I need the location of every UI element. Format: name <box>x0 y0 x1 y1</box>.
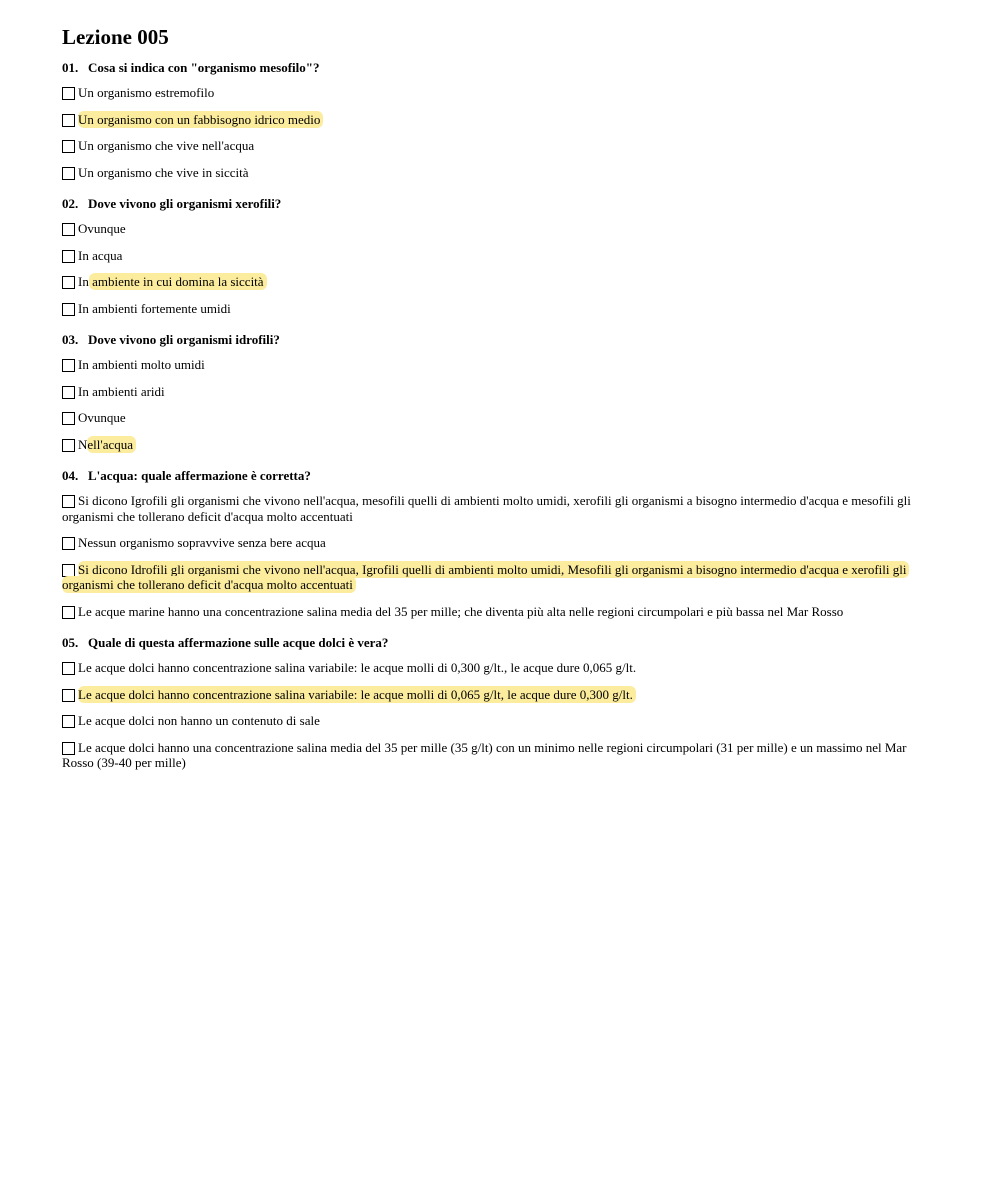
question-number: 04. <box>62 468 79 483</box>
answer-text: Ovunque <box>78 410 126 425</box>
answer-text: In ambienti fortemente umidi <box>78 300 231 316</box>
question-text: L'acqua: quale affermazione è corretta? <box>88 468 311 483</box>
answer-text-highlighted: ell'acqua <box>87 436 136 453</box>
answer-text: Le acque dolci non hanno un contenuto di sale <box>78 713 320 728</box>
answer-option <box>62 138 934 154</box>
answer-text: Le acque marine hanno una concentrazione salina media del 35 per mille; che diventa più alta nelle regioni circumpolari e più bassa nel Mar Rosso <box>78 603 844 619</box>
answer-text-prefix: N <box>78 436 88 452</box>
question-heading <box>62 195 934 212</box>
answer-option <box>62 713 934 729</box>
answer-option <box>62 410 934 426</box>
answer-option <box>62 535 934 551</box>
answer-checkbox[interactable] <box>62 303 75 316</box>
answer-checkbox[interactable] <box>62 537 75 550</box>
answer-text: Le acque dolci hanno una concentrazione salina media del 35 per mille (35 g/lt) con un minimo nelle regioni circumpolari (31 per mille) e un massimo nel Mar Rosso (39-40 per mille) <box>62 739 907 770</box>
answer-option <box>62 493 934 524</box>
answer-option <box>62 384 934 400</box>
answer-checkbox[interactable] <box>62 606 75 619</box>
answer-text: Si dicono Igrofili gli organismi che vivono nell'acqua, mesofili quelli di ambienti molto umidi, xerofili gli organismi a bisogno intermedio d'acqua e mesofili gli organismi che tollerano deficit d'acqua molto accentuati <box>62 493 911 524</box>
answer-option <box>62 687 934 703</box>
answer-text: Un organismo che vive in siccità <box>78 164 249 180</box>
question-3 <box>62 331 934 452</box>
answer-text-highlighted: ambiente in cui domina la siccità <box>89 273 267 290</box>
answer-option <box>62 562 934 593</box>
answer-text: Le acque dolci hanno concentrazione salina variabile: le acque molli di 0,300 g/lt., le acque dure 0,065 g/lt. <box>78 660 637 675</box>
question-heading <box>62 59 934 76</box>
question-number: 01. <box>62 60 79 75</box>
answer-checkbox[interactable] <box>62 564 75 577</box>
answer-checkbox[interactable] <box>62 87 75 100</box>
answer-text: Ovunque <box>78 221 126 236</box>
answer-checkbox[interactable] <box>62 386 75 399</box>
answer-text: In ambienti molto umidi <box>78 357 205 372</box>
answer-text: In acqua <box>78 247 123 263</box>
quiz-page <box>62 24 934 782</box>
question-5 <box>62 634 934 771</box>
answer-text: Nessun organismo sopravvive senza bere acqua <box>78 535 326 550</box>
answer-checkbox[interactable] <box>62 359 75 372</box>
question-number: 02. <box>62 196 79 211</box>
answer-checkbox[interactable] <box>62 223 75 236</box>
answer-checkbox[interactable] <box>62 715 75 728</box>
answer-text-highlighted: Le acque dolci hanno concentrazione salina variabile: le acque molli di 0,065 g/lt, le acque dure 0,300 g/lt. <box>78 686 636 703</box>
question-4 <box>62 467 934 619</box>
lesson-title: Lezione 005 <box>62 25 169 49</box>
answer-checkbox[interactable] <box>62 689 75 702</box>
question-1 <box>62 59 934 180</box>
answer-option <box>62 274 934 290</box>
answer-option <box>62 248 934 264</box>
answer-text-highlighted: Si dicono Idrofili gli organismi che vivono nell'acqua, Igrofili quelli di ambienti molto umidi, Mesofili gli organismi a bisogno intermedio d'acqua e xerofili gli organismi che tollerano deficit d'acqua molto accentuati <box>62 561 909 594</box>
answer-text: Un organismo estremofilo <box>78 85 215 100</box>
question-heading <box>62 467 934 484</box>
answer-option <box>62 604 934 620</box>
question-2 <box>62 195 934 316</box>
answer-checkbox[interactable] <box>62 495 75 508</box>
answer-checkbox[interactable] <box>62 276 75 289</box>
answer-text: In ambienti aridi <box>78 383 165 399</box>
answer-checkbox[interactable] <box>62 140 75 153</box>
question-text: Cosa si indica con "organismo mesofilo"? <box>88 60 320 75</box>
answer-option <box>62 301 934 317</box>
answer-text: Un organismo che vive nell'acqua <box>78 138 255 153</box>
answer-option <box>62 85 934 101</box>
answer-option <box>62 357 934 373</box>
question-number: 05. <box>62 635 79 650</box>
answer-checkbox[interactable] <box>62 250 75 263</box>
answer-option <box>62 437 934 453</box>
answer-option <box>62 740 934 771</box>
answer-option <box>62 165 934 181</box>
answer-text-prefix: In <box>78 274 89 289</box>
answer-option <box>62 112 934 128</box>
question-text: Dove vivono gli organismi xerofili? <box>88 196 282 211</box>
question-text: Quale di questa affermazione sulle acque dolci è vera? <box>88 635 389 650</box>
answer-checkbox[interactable] <box>62 114 75 127</box>
answer-checkbox[interactable] <box>62 412 75 425</box>
answer-checkbox[interactable] <box>62 742 75 755</box>
question-text: Dove vivono gli organismi idrofili? <box>88 332 280 347</box>
question-number: 03. <box>62 332 79 347</box>
question-heading <box>62 634 934 651</box>
answer-checkbox[interactable] <box>62 167 75 180</box>
question-heading <box>62 331 934 348</box>
answer-option <box>62 221 934 237</box>
answer-text-highlighted: Un organismo con un fabbisogno idrico medio <box>78 111 323 128</box>
answer-checkbox[interactable] <box>62 439 75 452</box>
questions-list <box>62 59 934 771</box>
answer-checkbox[interactable] <box>62 662 75 675</box>
answer-option <box>62 660 934 676</box>
